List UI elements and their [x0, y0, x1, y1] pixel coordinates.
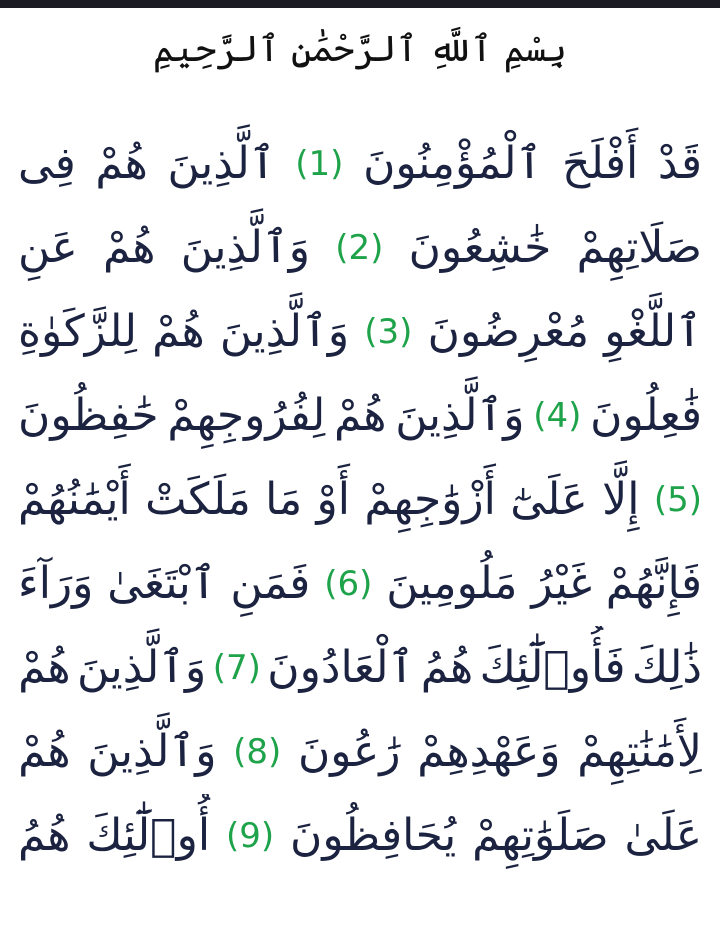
- verse-word: خَٰشِعُونَ: [408, 222, 552, 273]
- verse-word: وَٱلَّذِينَ: [180, 222, 310, 273]
- verse-word: فَأُو۟لَٰٓئِكَ: [479, 642, 626, 693]
- verse-word: وَرَآءَ: [18, 558, 94, 609]
- verse-word: فَمَنِ: [230, 558, 311, 609]
- verse-word: هُمْ: [103, 222, 156, 273]
- verse-word: عَلَىٰ: [624, 810, 702, 861]
- verse-word: ٱلْعَادُونَ: [267, 642, 415, 693]
- verse-word: ٱبْتَغَىٰ: [107, 558, 217, 609]
- verse-word: فِى: [18, 138, 76, 189]
- verse-word: وَٱلَّذِينَ: [395, 390, 525, 441]
- verse-number: (8): [233, 732, 282, 772]
- verse-line: [18, 794, 702, 878]
- verse-number: (6): [324, 564, 373, 604]
- verse-word: لِلزَّكَوٰةِ: [18, 306, 137, 357]
- verse-number: (4): [533, 396, 582, 436]
- verse-word: لِفُرُوجِهِمْ: [167, 390, 326, 441]
- verse-word: ذَٰلِكَ: [631, 642, 702, 693]
- verse-number: (7): [212, 648, 261, 688]
- verse-number: (3): [364, 312, 413, 352]
- verse-word: أَفْلَحَ: [561, 138, 639, 189]
- verse-word: قَدْ: [657, 138, 702, 189]
- verse-line: [18, 710, 702, 794]
- verse-word: وَعَهْدِهِمْ: [417, 726, 561, 777]
- verse-word: لِأَمَٰنَٰتِهِمْ: [577, 726, 702, 777]
- verse-word: مَا: [265, 474, 303, 525]
- verse-word: أُو۟لَٰٓئِكَ: [86, 810, 211, 861]
- verse-line: [18, 458, 702, 542]
- verse-word: وَٱلَّذِينَ: [87, 726, 217, 777]
- verse-word: عَنِ: [18, 222, 78, 273]
- verse-word: وَٱلَّذِينَ: [77, 642, 207, 693]
- verse-word: هُمْ: [95, 138, 148, 189]
- verse-word: رَٰعُونَ: [297, 726, 401, 777]
- verse-line: [18, 122, 702, 206]
- verse-word: مَلَكَتْ: [145, 474, 251, 525]
- verse-number: (1): [295, 144, 344, 184]
- verse-line: [18, 626, 702, 710]
- verse-word: فَٰعِلُونَ: [590, 390, 702, 441]
- verse-word: فَإِنَّهُمْ: [605, 558, 702, 609]
- verse-word: ٱلَّذِينَ: [167, 138, 276, 189]
- verse-number: (2): [335, 228, 384, 268]
- verse-line: [18, 542, 702, 626]
- verse-line: [18, 374, 702, 458]
- verse-word: ٱلْمُؤْمِنُونَ: [363, 138, 543, 189]
- verse-line: [18, 206, 702, 290]
- verse-word: هُمْ: [334, 390, 387, 441]
- verse-word: هُمْ: [18, 726, 71, 777]
- verse-word: إِلَّا: [602, 474, 640, 525]
- verse-word: مَلُومِينَ: [386, 558, 518, 609]
- verse-word: صَلَوَٰتِهِمْ: [472, 810, 609, 861]
- verse-word: هُمُ: [420, 642, 474, 693]
- verse-number: (5): [653, 480, 702, 520]
- verse-word: أَيْمَٰنُهُمْ: [18, 474, 131, 525]
- verse-word: وَٱلَّذِينَ: [219, 306, 350, 357]
- status-bar: [0, 0, 720, 8]
- verse-word: يُحَافِظُونَ: [290, 810, 457, 861]
- verse-word: هُمُ: [18, 810, 71, 861]
- verses-text: [18, 122, 702, 878]
- verse-word: هُمْ: [152, 306, 205, 357]
- verse-word: عَلَىٰٓ: [510, 474, 588, 525]
- verse-word: حَٰفِظُونَ: [18, 390, 159, 441]
- verse-word: أَزْوَٰجِهِمْ: [364, 474, 496, 525]
- verse-word: مُعْرِضُونَ: [427, 306, 590, 357]
- basmala-text: بِسْمِ ٱللَّهِ ٱلرَّحْمَٰنِ ٱلرَّحِيمِ: [152, 28, 568, 70]
- verse-word: أَوْ: [316, 474, 351, 525]
- verse-word: صَلَاتِهِمْ: [576, 222, 702, 273]
- verse-line: [18, 290, 702, 374]
- verse-word: ٱللَّغْوِ: [604, 306, 702, 357]
- verse-number: (9): [225, 816, 275, 856]
- basmala-header: [0, 14, 720, 84]
- verse-word: غَيْرُ: [531, 558, 592, 609]
- verse-word: هُمْ: [18, 642, 71, 693]
